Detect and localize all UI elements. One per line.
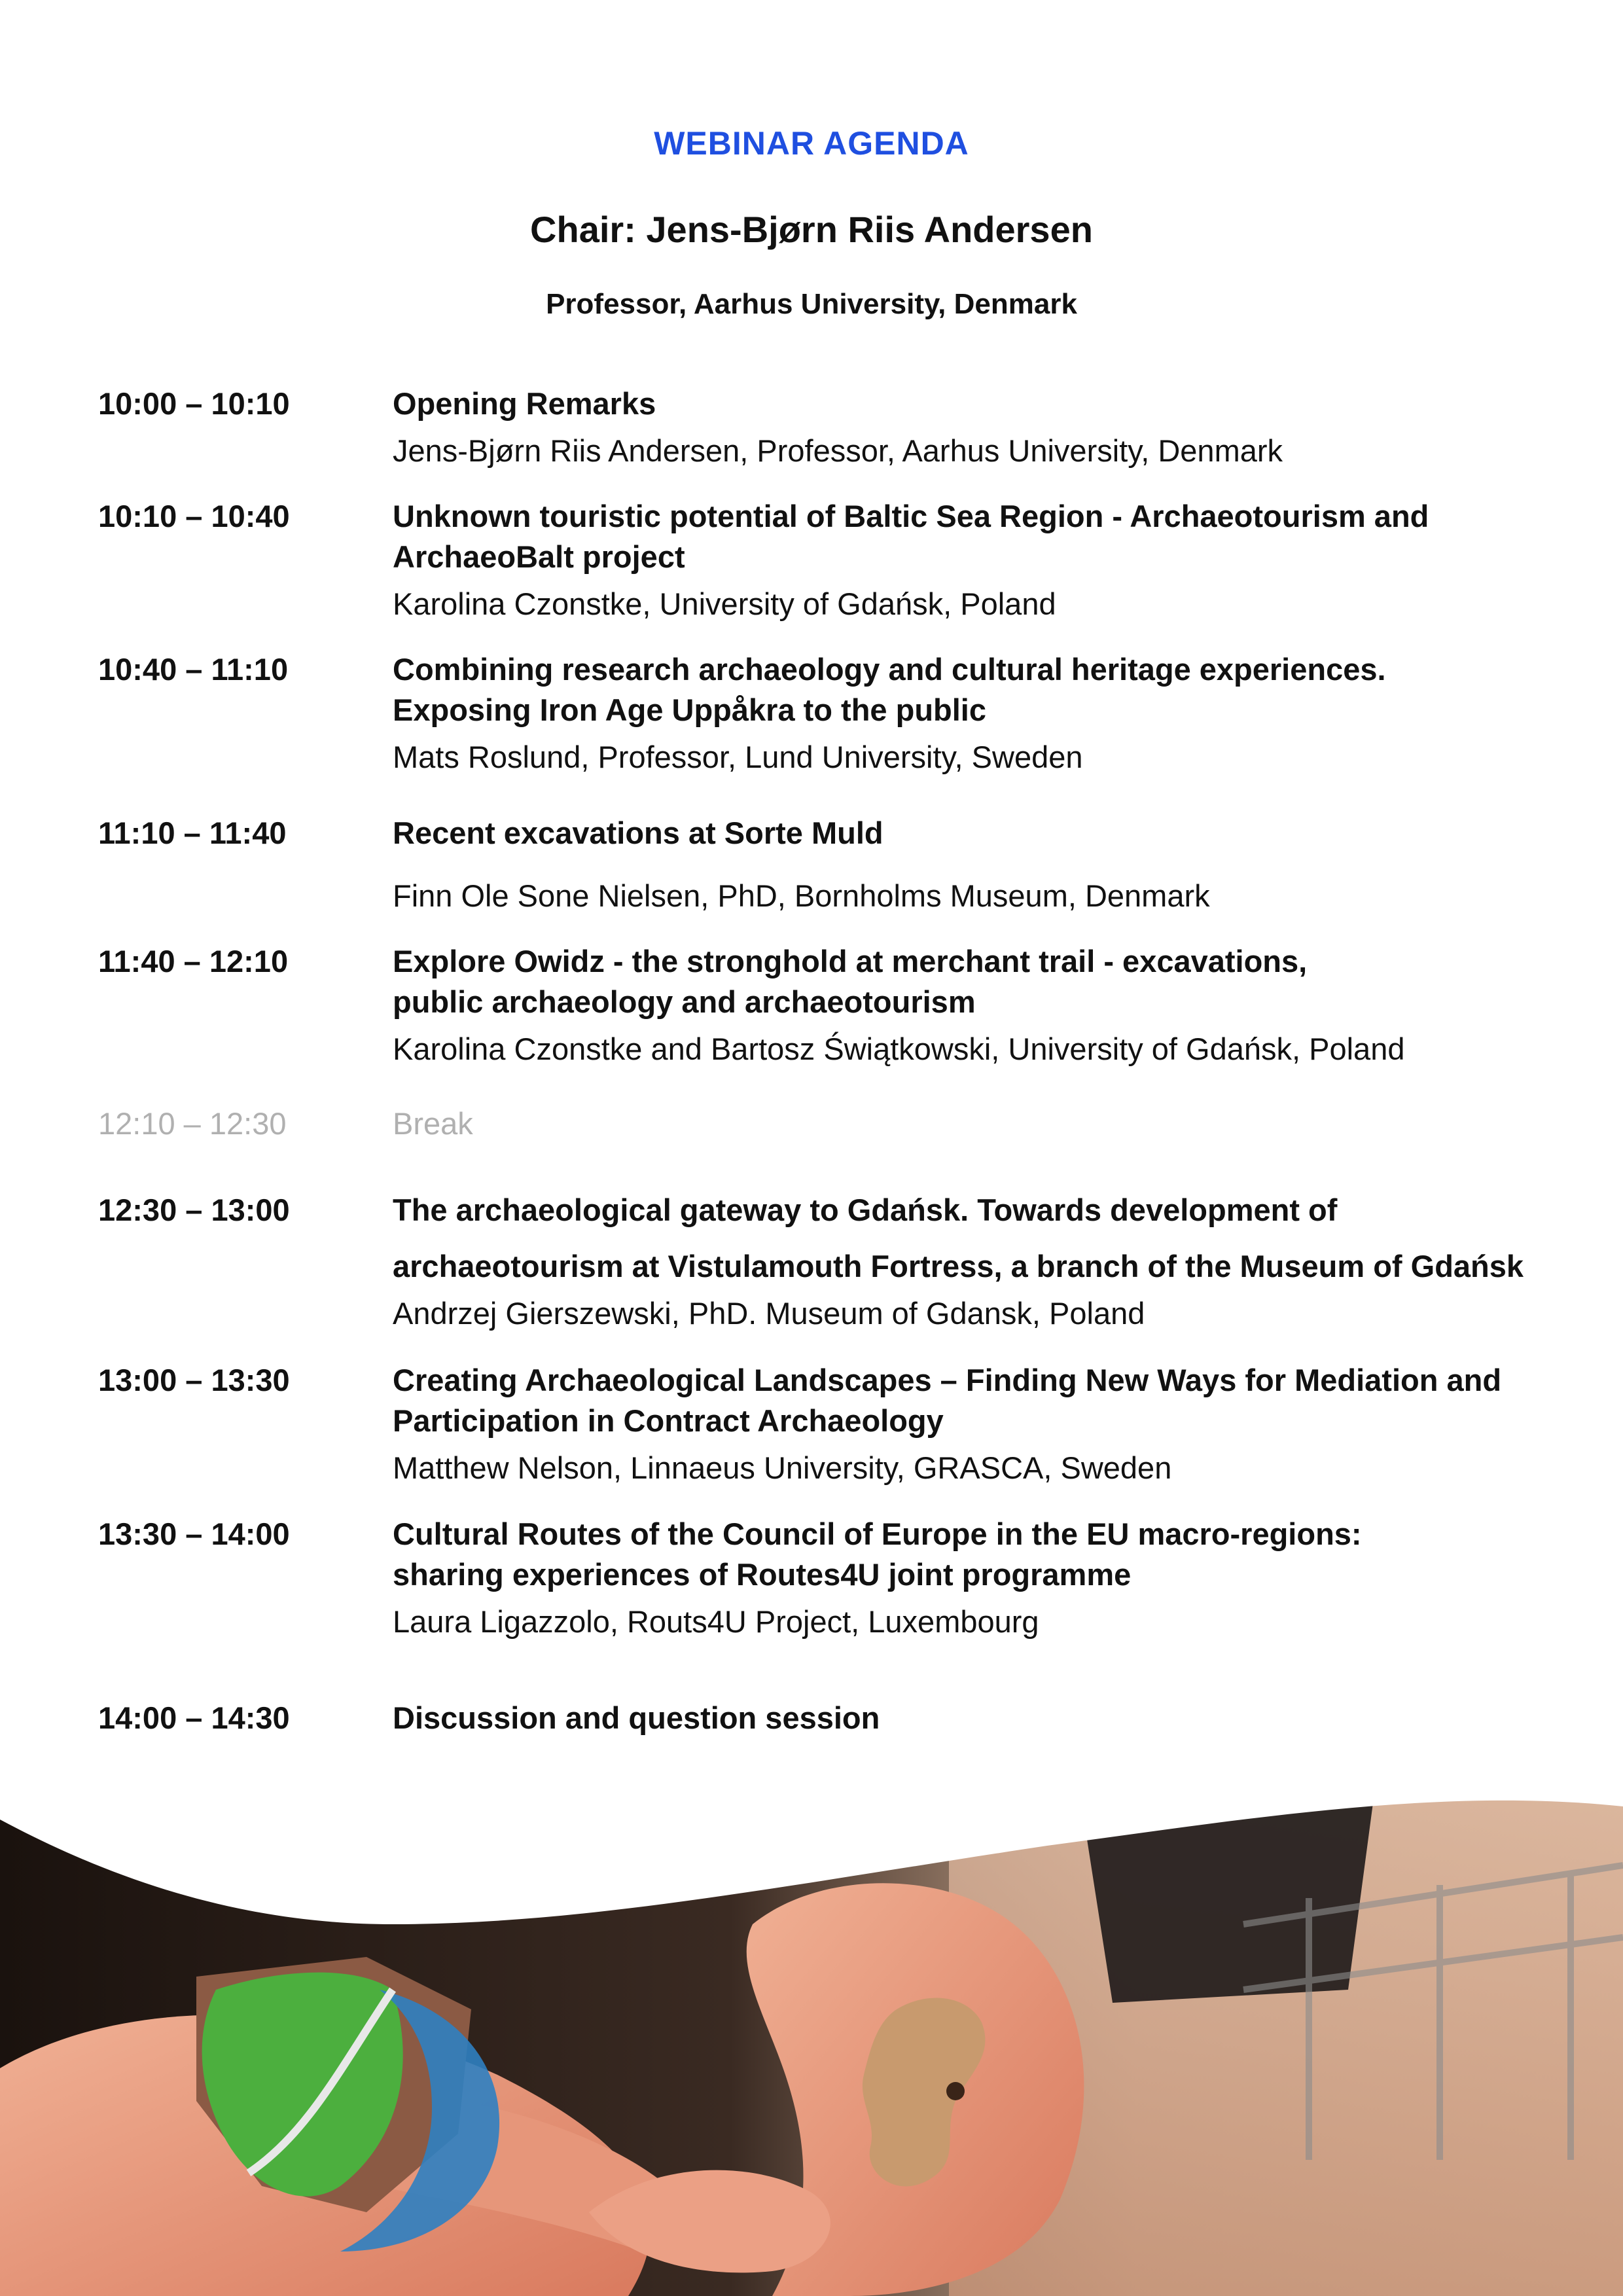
agenda-time: 12:10 – 12:30 <box>98 1106 287 1141</box>
agenda-time: 13:30 – 14:00 <box>98 1516 290 1551</box>
speaker: Mats Roslund, Professor, Lund University, Sweden <box>393 740 1083 774</box>
break-label: Break <box>393 1106 473 1141</box>
footer-photo <box>0 1793 1623 2296</box>
talk-title-line: archaeotourism at Vistulamouth Fortress, a branch of the Museum of Gdańsk <box>393 1249 1524 1283</box>
speaker: Andrzej Gierszewski, PhD. Museum of Gdansk, Poland <box>393 1296 1145 1331</box>
talk-title: Recent excavations at Sorte Muld <box>393 816 883 850</box>
agenda-time: 11:10 – 11:40 <box>98 816 287 850</box>
agenda-title: WEBINAR AGENDA <box>654 125 969 162</box>
talk-title <box>393 496 1590 577</box>
talk-title-line: sharing experiences of Routes4U joint programme <box>393 1557 1132 1592</box>
chair-affiliation: Professor, Aarhus University, Denmark <box>546 288 1077 320</box>
talk-title <box>393 941 1590 1022</box>
agenda-time: 13:00 – 13:30 <box>98 1363 290 1397</box>
talk-title: Opening Remarks <box>393 386 656 421</box>
speaker: Finn Ole Sone Nielsen, PhD, Bornholms Museum, Denmark <box>393 878 1210 913</box>
talk-title-line: public archaeology and archaeotourism <box>393 984 976 1019</box>
talk-title-line: Cultural Routes of the Council of Europe in the EU macro-regions: <box>393 1516 1362 1551</box>
talk-title-line: Participation in Contract Archaeology <box>393 1403 944 1438</box>
speaker: Karolina Czonstke and Bartosz Świątkowski, University of Gdańsk, Poland <box>393 1031 1405 1066</box>
talk-title-line: ArchaeoBalt project <box>393 539 685 574</box>
speaker: Laura Ligazzolo, Routs4U Project, Luxembourg <box>393 1604 1039 1639</box>
agenda-time: 10:10 – 10:40 <box>98 499 290 533</box>
talk-title: Discussion and question session <box>393 1700 880 1735</box>
talk-title-line: Exposing Iron Age Uppåkra to the public <box>393 692 986 727</box>
talk-title-line: Unknown touristic potential of Baltic Sea Region - Archaeotourism and <box>393 499 1429 533</box>
talk-title <box>393 1360 1590 1441</box>
speaker: Karolina Czonstke, University of Gdańsk, Poland <box>393 586 1056 621</box>
agenda-time: 12:30 – 13:00 <box>98 1193 290 1227</box>
talk-title <box>393 1514 1590 1595</box>
hands-with-artifacts-illustration <box>0 1793 1623 2296</box>
speaker: Matthew Nelson, Linnaeus University, GRASCA, Sweden <box>393 1450 1172 1485</box>
speaker: Jens-Bjørn Riis Andersen, Professor, Aarhus University, Denmark <box>393 433 1283 468</box>
talk-title-line: Creating Archaeological Landscapes – Finding New Ways for Mediation and <box>393 1363 1502 1397</box>
agenda-time: 14:00 – 14:30 <box>98 1700 290 1735</box>
chair-name: Chair: Jens-Bjørn Riis Andersen <box>530 209 1093 250</box>
talk-title <box>393 649 1590 730</box>
talk-title-line: Explore Owidz - the stronghold at merchant trail - excavations, <box>393 944 1308 978</box>
agenda-time: 10:00 – 10:10 <box>98 386 290 421</box>
agenda-time: 10:40 – 11:10 <box>98 652 289 687</box>
talk-title <box>393 1190 1590 1287</box>
talk-title-line: Combining research archaeology and cultural heritage experiences. <box>393 652 1386 687</box>
talk-title-line: The archaeological gateway to Gdańsk. Towards development of <box>393 1193 1338 1227</box>
agenda-time: 11:40 – 12:10 <box>98 944 289 978</box>
